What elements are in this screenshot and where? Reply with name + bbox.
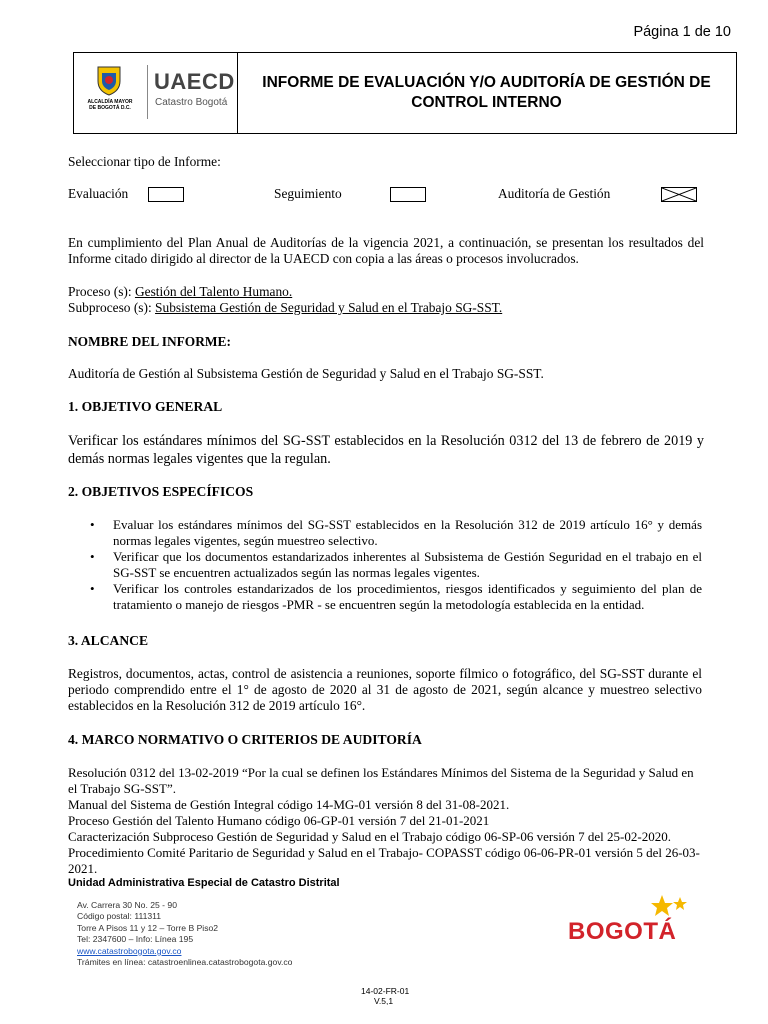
subprocess-line [68,300,502,316]
logo-city-text: ALCALDÍA MAYOR DE BOGOTÁ D.C. [87,99,133,111]
section-3-heading: 3. ALCANCE [68,633,149,648]
section-3-text: Registros, documentos, actas, control de asistencia a reuniones, soporte fílmico o fotográfico, del SG-SST durante el periodo comprendido entre el 1° de agosto de 2020 al 31 de agosto de 2021, según alcance y muestreo selectivo establecidos en la Resolución 312 de 2019 artículo 16°. [68,666,702,713]
section-4-criteria [68,765,704,877]
logo-org-text: UAECD [154,69,235,94]
report-name-text: Auditoría de Gestión al Subsistema Gestión de Seguridad y Salud en el Trabajo SG-SST. [68,366,544,381]
criteria-line: Manual del Sistema de Gestión Integral código 14-MG-01 versión 8 del 31-08-2021. [68,797,510,812]
section-4-heading: 4. MARCO NORMATIVO O CRITERIOS DE AUDITORÍA [68,732,422,747]
process-line [68,284,292,300]
logo-cell [74,53,238,133]
footer-phone: Tel: 2347600 – Info: Línea 195 [77,934,194,945]
process-value: Gestión del Talento Humano. [134,284,293,299]
logo-divider [147,65,148,119]
page-number: Página 1 de 10 [633,24,731,40]
bogota-brand-text: BOGOTÁ [568,918,677,945]
subprocess-value: Subsistema Gestión de Seguridad y Salud en el Trabajo SG-SST. [155,300,503,315]
list-item: • Evaluar los estándares mínimos del SG-SST establecidos en la Resolución 312 de 2019 artículo 16° y demás normas legales vigentes, según muestreo selectivo. [68,517,702,549]
report-type-prompt: Seleccionar tipo de Informe: [68,154,221,169]
option-seguimiento-checkbox[interactable] [390,187,426,202]
subprocess-label: Subproceso (s): [68,300,152,315]
list-item: • Verificar que los documentos estandarizados inherentes al Subsistema de Gestión Seguridad en el trabajo en el SG-SST se encuentren actualizados según las normas legales vigentes. [68,549,702,581]
report-title: INFORME DE EVALUACIÓN Y/O AUDITORÍA DE GESTIÓN DE CONTROL INTERNO [262,74,711,111]
section-2-list [68,517,702,613]
section-2-heading: 2. OBJETIVOS ESPECÍFICOS [68,484,254,499]
list-item: • Verificar los controles estandarizados de los procedimientos, riesgos identificados y seguimiento del plan de tratamiento o manejo de riesgos -PMR - se encuentren según la metodología establecida en la entidad. [68,581,702,613]
checked-x-icon [662,188,696,201]
criteria-line: Resolución 0312 del 13-02-2019 “Por la cual se definen los Estándares Mínimos del Sistema de la Seguridad y Salud en el Trabajo SG-SST”. [68,765,694,796]
footer-address: Av. Carrera 30 No. 25 - 90 [77,900,177,910]
footer-online: Trámites en línea: catastroenlinea.catastrobogota.gov.co [77,957,293,968]
section-1-text: Verificar los estándares mínimos del SG-SST establecidos en la Resolución 0312 del 13 de febrero de 2019 y demás normas legales vigentes que la regulan. [68,433,704,467]
bogota-shield-icon [92,63,126,97]
criteria-line: Caracterización Subproceso Gestión de Seguridad y Salud en el Trabajo código 06-SP-06 versión 7 del 25-02-2020. [68,829,671,844]
footer-postal: Código postal: 111311 [77,911,162,922]
footer-org: Unidad Administrativa Especial de Catastro Distrital [68,877,340,889]
option-evaluacion-checkbox[interactable] [148,187,184,202]
option-evaluacion-label: Evaluación [68,186,129,201]
option-seguimiento-label: Seguimiento [274,186,342,201]
process-label: Proceso (s): [68,284,132,299]
footer-contact [77,900,292,968]
footer-tower: Torre A Pisos 11 y 12 – Torre B Piso2 [77,922,219,933]
report-name-heading: NOMBRE DEL INFORME: [68,334,231,349]
option-auditoria-checkbox[interactable] [661,187,697,202]
logo-sub-text: Catastro Bogotá [155,97,228,108]
criteria-line: Procedimiento Comité Paritario de Seguridad y Salud en el Trabajo- COPASST código 06-06-PR-01 versión 5 del 26-03-2021. [68,845,700,876]
option-auditoria-label: Auditoría de Gestión [498,186,611,201]
form-code: 14-02-FR-01 [361,986,410,996]
document-header [73,52,737,134]
section-1-heading: 1. OBJETIVO GENERAL [68,399,223,414]
footer-website-link[interactable]: www.catastrobogota.gov.co [77,945,182,956]
intro-paragraph: En cumplimiento del Plan Anual de Auditorías de la vigencia 2021, a continuación, se presentan los resultados del Informe citado dirigido al director de la UAECD con copia a las áreas o procesos involucrados. [68,235,704,266]
form-version: V.5,1 [374,996,394,1006]
criteria-line: Proceso Gestión del Talento Humano código 06-GP-01 versión 7 del 21-01-2021 [68,813,490,828]
